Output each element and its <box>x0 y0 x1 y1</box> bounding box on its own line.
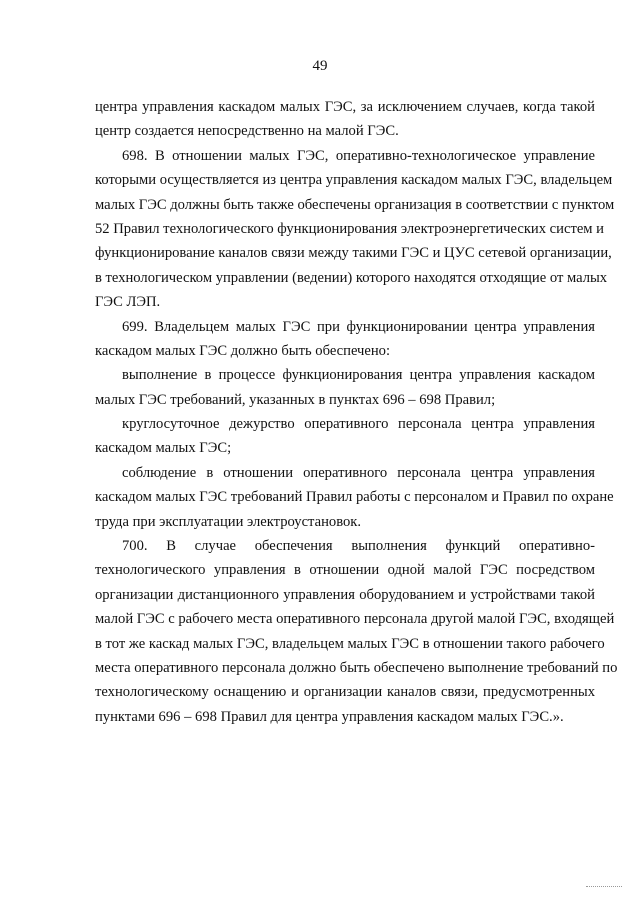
text-line: малых ГЭС требований, указанных в пунктах 696 – 698 Правил; <box>95 391 496 408</box>
text-line: малых ГЭС должны быть также обеспечены организация в соответствии с пунктом <box>95 196 615 213</box>
text-line: каскадом малых ГЭС должно быть обеспечено: <box>95 342 391 359</box>
text-line: организации дистанционного управления оборудованием и устройствами такой <box>95 586 595 603</box>
text-line: 52 Правил технологического функционирования электроэнергетических систем и <box>95 220 604 237</box>
paragraph-698 <box>95 144 615 315</box>
list-item-requirements <box>95 363 595 412</box>
text-line: пунктами 696 – 698 Правил для центра управления каскадом малых ГЭС.». <box>95 708 564 725</box>
text-line: места оперативного персонала должно быть обеспечено выполнение требований по <box>95 659 618 676</box>
scan-edge-mark <box>586 886 622 889</box>
paragraph-continuation <box>95 95 595 144</box>
page-number: 49 <box>312 58 328 74</box>
text-line: круглосуточное дежурство оперативного персонала центра управления <box>122 416 595 433</box>
text-line: технологическому оснащению и организации каналов связи, предусмотренных <box>95 684 595 701</box>
text-line: выполнение в процессе функционирования центра управления каскадом <box>122 367 595 384</box>
text-line: каскадом малых ГЭС; <box>95 440 232 457</box>
text-line: малой ГЭС с рабочего места оперативного персонала другой малой ГЭС, входящей <box>95 611 615 628</box>
text-line: соблюдение в отношении оперативного персонала центра управления <box>122 464 595 481</box>
text-line: центр создается непосредственно на малой ГЭС. <box>95 123 399 140</box>
text-line: 700. В случае обеспечения выполнения функций оперативно- <box>122 538 595 555</box>
paragraph-700 <box>95 534 618 729</box>
list-item-duty <box>95 412 595 461</box>
paragraph-699 <box>95 315 595 364</box>
list-item-compliance <box>95 461 614 534</box>
text-line: которыми осуществляется из центра управления каскадом малых ГЭС, владельцем <box>95 172 613 189</box>
document-body <box>95 95 618 729</box>
text-line: центра управления каскадом малых ГЭС, за исключением случаев, когда такой <box>95 99 595 115</box>
text-line: в тот же каскад малых ГЭС, владельцем малых ГЭС в отношении такого рабочего <box>95 635 605 652</box>
text-line: ГЭС ЛЭП. <box>95 294 161 311</box>
text-line: в технологическом управлении (ведении) которого находятся отходящие от малых <box>95 269 608 286</box>
text-line: 698. В отношении малых ГЭС, оперативно-технологическое управление <box>122 147 595 164</box>
text-line: функционирование каналов связи между такими ГЭС и ЦУС сетевой организации, <box>95 245 612 262</box>
text-line: каскадом малых ГЭС требований Правил работы с персоналом и Правил по охране <box>95 489 614 506</box>
text-line: технологического управления в отношении одной малой ГЭС посредством <box>95 562 595 579</box>
text-line: труда при эксплуатации электроустановок. <box>95 513 362 530</box>
text-line: 699. Владельцем малых ГЭС при функционировании центра управления <box>122 318 595 335</box>
